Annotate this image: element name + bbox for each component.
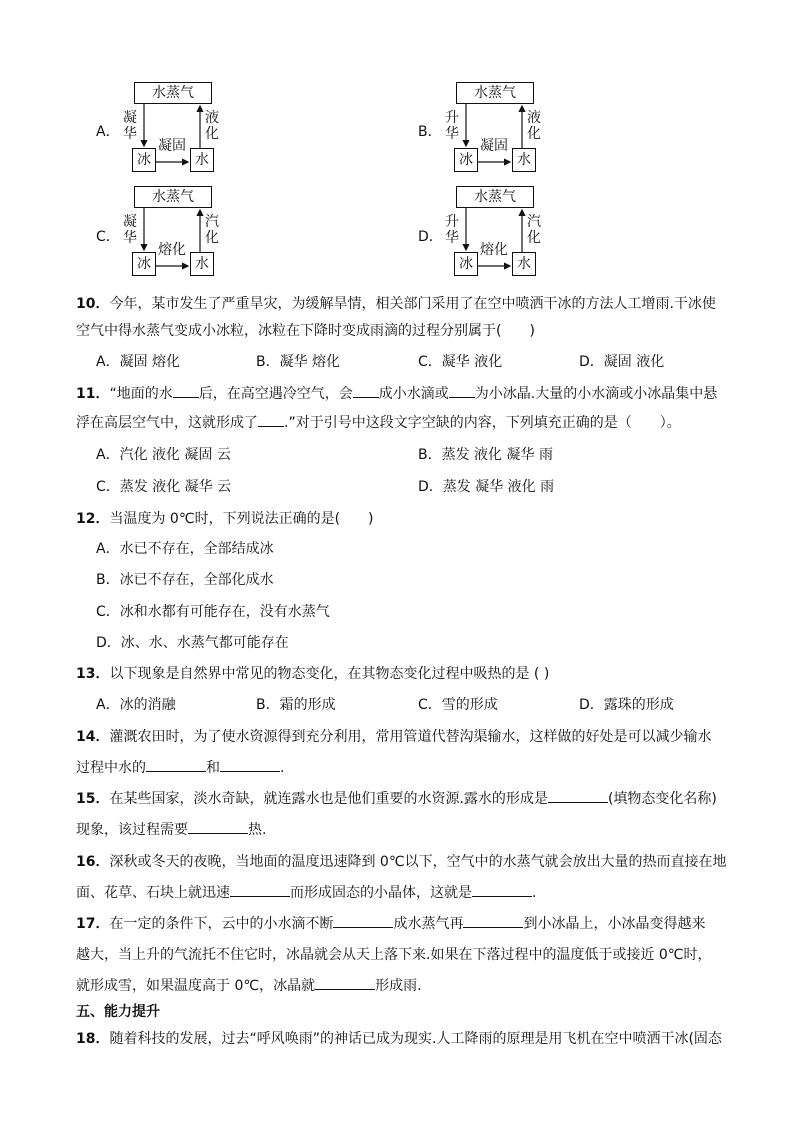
q15-text-1a: 在某些国家，淡水奇缺，就连露水也是他们重要的水资源.露水的形成是 [109,791,548,807]
q10-option-d: D．凝固 液化 [579,354,665,370]
q10-option-a: A．凝固 熔化 [96,354,181,370]
q11-text-1a: “地面的水 [109,386,173,402]
vapor-box-d: 水蒸气 [456,186,534,208]
q15-line2 [76,821,266,839]
q14-number: 14． [76,729,110,745]
q11-line1 [76,385,717,403]
diagram-b [442,82,602,182]
right-label-d: 汽 化 [527,214,541,246]
bottom-label-d: 熔化 [480,242,508,258]
q11-blank-1[interactable] [173,385,199,398]
q16-text-1: 深秋或冬天的夜晚，当地面的温度迅速降到 0℃以下，空气中的水蒸气就会放出大量的热而直接在地 [109,854,727,870]
q13-text: 以下现象是自然界中常见的物态变化，在其物态变化过程中吸热的是 ( ) [109,666,550,682]
right-label-c: 汽 化 [205,214,219,246]
q10-option-b: B．凝华 熔化 [256,354,341,370]
q10-line1 [76,295,716,313]
q18-number: 18． [76,1031,110,1047]
q16-text-2a: 面、花草、石块上就迅速 [76,885,230,901]
q13-option-d: D．露珠的形成 [579,697,674,713]
q15-text-2a: 现象，该过程需要 [76,822,188,838]
q16-text-2b: 而形成固态的小晶体，这就是 [290,885,472,901]
q17-line1 [76,915,705,933]
q12-number: 12． [76,511,110,527]
q16-text-2c: . [532,885,537,901]
q11-blank-3[interactable] [449,385,475,398]
bottom-label-b: 凝固 [480,138,508,154]
q13-option-a: A．冰的消融 [96,697,176,713]
q15-blank-2[interactable] [188,821,248,834]
q15-text-1b: (填物态变化名称) [607,791,717,807]
ice-box-c: 冰 [132,252,156,276]
q16-line1 [76,853,727,871]
q18-line1 [76,1030,722,1048]
q11-option-c: C．蒸发 液化 凝华 云 [96,479,232,495]
q11-blank-4[interactable] [258,414,284,427]
q12-option-b: B．冰已不存在，全部化成水 [96,572,274,588]
q10-line2: 空气中得水蒸气变成小冰粒，冰粒在下降时变成雨滴的过程分别属于( ) [76,323,535,339]
q15-blank-1[interactable] [548,790,608,803]
q11-blank-2[interactable] [353,385,379,398]
q11-line2 [76,414,681,432]
vapor-box-c: 水蒸气 [134,186,212,208]
q11-text-1c: 成小水滴或 [378,386,449,402]
q15-line1 [76,790,717,808]
q11-text-2b: .”对于引号中这段文字空缺的内容，下列填充正确的是（ ）。 [284,415,681,431]
vapor-box-a: 水蒸气 [134,82,212,104]
q16-blank-2[interactable] [472,884,532,897]
right-label-b: 液 化 [527,110,541,142]
water-box-d: 水 [512,252,536,276]
q11-text-2a: 浮在高层空气中，这就形成了 [76,415,258,431]
ice-box-b: 冰 [454,148,478,172]
q11-option-a: A．汽化 液化 凝固 云 [96,447,231,463]
q17-text-1c: 到小冰晶上，小冰晶变得越来 [523,916,706,932]
bottom-label-a: 凝固 [158,138,186,154]
option-b-label: B． [418,124,442,140]
left-label-d: 升 华 [445,214,459,246]
q17-blank-3[interactable] [315,977,375,990]
q17-blank-1[interactable] [333,915,393,928]
q14-text-2c: . [280,760,285,776]
water-box-b: 水 [512,148,536,172]
q13-option-b: B．霜的形成 [256,697,336,713]
q17-text-1a: 在一定的条件下，云中的小水滴不断 [109,916,334,932]
q12-text: 当温度为 0℃时，下列说法正确的是( ) [109,511,374,527]
q17-number: 17． [76,916,110,932]
option-a-label: A． [96,124,120,140]
diagram-a [120,82,280,182]
left-label-b: 升 华 [445,110,459,142]
ice-box-a: 冰 [132,148,156,172]
q15-text-2b: 热. [248,822,267,838]
bottom-label-c: 熔化 [158,242,186,258]
q17-text-3b: 形成雨. [375,978,422,994]
q12-line1 [76,510,374,528]
diagram-d [442,186,602,286]
q15-number: 15． [76,791,110,807]
option-c-label: C． [96,229,120,245]
q14-text-1: 灌溉农田时，为了使水资源得到充分利用，常用管道代替沟渠输水，这样做的好处是可以减少输水 [109,729,712,745]
q17-text-3a: 就形成雪，如果温度高于 0℃，冰晶就 [76,978,316,994]
q17-blank-2[interactable] [463,915,523,928]
q14-text-2a: 过程中水的 [76,760,146,776]
water-box-a: 水 [190,148,214,172]
option-d-label: D． [418,229,443,245]
q12-option-d: D．冰、水、水蒸气都可能存在 [96,635,289,651]
q12-option-a: A．水已不存在，全部结成冰 [96,541,274,557]
vapor-box-b: 水蒸气 [456,82,534,104]
q13-line1 [76,665,549,683]
q12-option-c: C．冰和水都有可能存在，没有水蒸气 [96,604,330,620]
left-label-c: 凝 华 [123,214,137,246]
q11-text-1d: 为小冰晶.大量的小水滴或小冰晶集中悬 [474,386,718,402]
q11-option-b: B．蒸发 液化 凝华 雨 [418,447,553,463]
q11-option-d: D．蒸发 凝华 液化 雨 [418,479,555,495]
q14-blank-1[interactable] [146,759,206,772]
q14-text-2b: 和 [206,760,220,776]
q13-option-c: C．雪的形成 [418,697,498,713]
q14-blank-2[interactable] [220,759,280,772]
q13-number: 13． [76,666,110,682]
q18-text-1: 随着科技的发展，过去“呼风唤雨”的神话已成为现实.人工降雨的原理是用飞机在空中喷洒干冰(固态 [109,1031,722,1047]
q10-option-c: C．凝华 液化 [418,354,503,370]
q14-line1 [76,728,711,746]
diagram-c [120,186,280,286]
q17-line3 [76,977,422,995]
q11-number: 11． [76,386,110,402]
q10-text-1: 今年，某市发生了严重旱灾，为缓解旱情，相关部门采用了在空中喷洒干冰的方法人工增雨.干冰使 [109,296,716,312]
right-label-a: 液 化 [205,110,219,142]
left-label-a: 凝 华 [123,110,137,142]
q14-line2 [76,759,284,777]
ice-box-d: 冰 [454,252,478,276]
q10-number: 10． [76,296,110,312]
water-box-c: 水 [190,252,214,276]
q16-number: 16． [76,854,110,870]
q16-blank-1[interactable] [230,884,290,897]
q11-text-1b: 后，在高空遇冷空气，会 [198,386,353,402]
section-heading: 五、能力提升 [76,1004,160,1020]
q17-line2: 越大，当上升的气流托不住它时，冰晶就会从天上落下来.如果在下落过程中的温度低于或接近 0℃时， [76,947,712,963]
q16-line2 [76,884,536,902]
q17-text-1b: 成水蒸气再 [393,916,464,932]
